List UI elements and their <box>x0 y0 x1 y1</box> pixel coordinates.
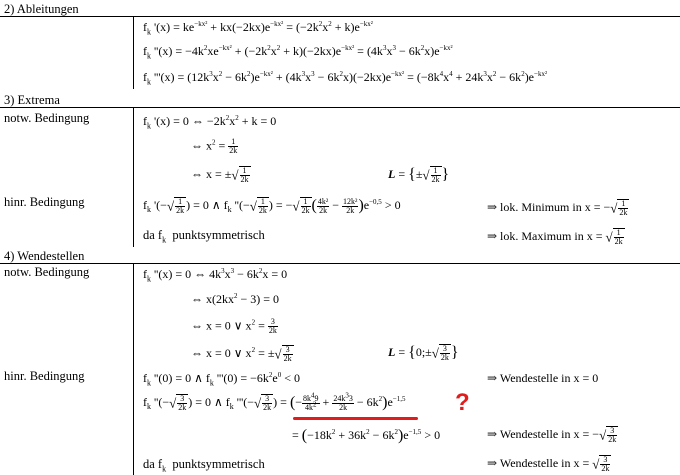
note-prefix: da f <box>143 228 163 242</box>
result-wendestelle-pos-text: ⇒ Wendestelle in x = <box>487 455 590 470</box>
result-wendestelle-pos: ⇒ Wendestelle in x = √ $\frac{3}{2k}$ <box>487 455 610 473</box>
equation-inflection-factor: ⇔ $x(2kx^2 - 3) = 0$ <box>191 292 280 306</box>
label-notw-bedingung: notw. Bedingung <box>4 111 90 125</box>
equation-inflection-neg: $f_k$ ''(−√ $\frac{3}{2k}$ ) = 0 ∧ $f_k$ '''(−√ $\frac{3}{2k}$ ) = (− $\frac{8k^49}{4k^2}$ + $\frac{24k^33}{2k}$ − $6k^2)e^{-1,5}$ <box>143 390 406 412</box>
column-divider <box>133 16 134 89</box>
note-text: punktsymmetrisch <box>172 457 265 471</box>
equation-inflection-zero: $f_k$ ''(0) = 0 ∧ $f_k$ '''$(0) = -6k^2e^0 < 0$ <box>143 371 300 388</box>
divider <box>0 263 680 264</box>
result-wendestelle-neg: ⇒ Wendestelle in x = −√ $\frac{3}{2k}$ <box>487 426 617 444</box>
solution-set-extrema: L = {±√ $\frac{1}{2k}$ } <box>388 166 450 184</box>
equation-inflection-step: ⇔ x = 0 ∨ $x^2$ = $\frac{3}{2k}$ <box>191 317 277 335</box>
note-punktsymmetrisch-1 <box>143 228 265 245</box>
column-divider <box>133 263 134 475</box>
divider <box>0 107 680 108</box>
equation-inflection-condition: $f_k$ ''(x) = 0 ⇔ $4k^3x^3 - 6k^2x = 0$ <box>143 267 288 284</box>
result-minimum-text: ⇒ lok. Minimum in x = − <box>487 199 611 214</box>
result-minimum: ⇒ lok. Minimum in x = −√ $\frac{1}{2k}$ <box>487 199 628 217</box>
equation-inflection-neg-result: = $(-18k^2 + 36k^2 - 6k^2)e^{-1,5} > 0$ <box>292 427 441 444</box>
label-hinr-bedingung: hinr. Bedingung <box>4 195 85 209</box>
label-hinr-bedingung-2: hinr. Bedingung <box>4 369 85 383</box>
section-heading-wendestellen: 4) Wendestellen <box>4 249 85 263</box>
column-divider <box>133 107 134 247</box>
note-subscript: k <box>162 235 167 245</box>
divider <box>0 16 680 17</box>
note-punktsymmetrisch-2 <box>143 457 265 474</box>
result-wendestelle-zero: ⇒ Wendestelle in x = 0 <box>487 371 599 385</box>
label-notw-bedingung-2: notw. Bedingung <box>4 265 90 279</box>
question-mark-annotation: ? <box>455 389 470 416</box>
equation-extrema-solution: ⇔ x = ±√ $\frac{1}{2k}$ <box>191 166 249 184</box>
section-heading-ableitungen: 2) Ableitungen <box>4 2 79 16</box>
equation-third-derivative: $f_k$ '''$(x) = (12k^3x^2 - 6k^2)e^{-kx^2} + (4k^3x^3 - 6k^2x)(-2kx)e^{-kx^2} = (-8k^4x^4 + 24k^3x^2 - 6k^2)e^{-kx^2}$ <box>143 70 548 87</box>
solution-set-inflection: L = {0;±√ $\frac{3}{2k}$ } <box>388 344 459 362</box>
equation-extrema-step: ⇔ $x^2$ = $\frac{1}{2k}$ <box>191 137 238 155</box>
red-underline-annotation <box>293 417 418 420</box>
equation-extrema-condition: $f_k$ '(x) = 0 ⇔ $-2k^2x^2 + k = 0$ <box>143 114 277 131</box>
result-maximum-text: ⇒ lok. Maximum in x = <box>487 228 603 243</box>
section-heading-extrema: 3) Extrema <box>4 93 60 107</box>
note-text: punktsymmetrisch <box>172 228 265 242</box>
equation-extrema-sufficient: $f_k$ '(−√ $\frac{1}{2k}$ ) = 0 ∧ $f_k$ ''(−√ $\frac{1}{2k}$ ) = −√ $\frac{1}{2k}$ ( $\frac{\text{4k²}}{2k}$ − $\frac{\text{12k²}}{2k}$ )$e^{-0,5} > 0$ <box>143 196 401 215</box>
result-maximum: ⇒ lok. Maximum in x = √ $\frac{1}{2k}$ <box>487 228 623 246</box>
note-prefix: da f <box>143 457 163 471</box>
result-wendestelle-neg-text: ⇒ Wendestelle in x = − <box>487 426 600 441</box>
equation-first-derivative: $f_k$ '$(x) = ke^{-kx^2} + kx(-2kx)e^{-kx^2} = (-2k^2x^2 + k)e^{-kx^2}$ <box>143 20 373 37</box>
equation-inflection-solution: ⇔ x = 0 ∨ $x^2$ = ±√ $\frac{3}{2k}$ <box>191 345 292 363</box>
note-subscript: k <box>162 464 167 474</box>
equation-second-derivative: $f_k$ ''$(x) = -4k^2xe^{-kx^2} + (-2k^2x^2 + k)(-2kx)e^{-kx^2} = (4k^3x^3 - 6k^2x)e^{-kx^2}$ <box>143 44 453 61</box>
